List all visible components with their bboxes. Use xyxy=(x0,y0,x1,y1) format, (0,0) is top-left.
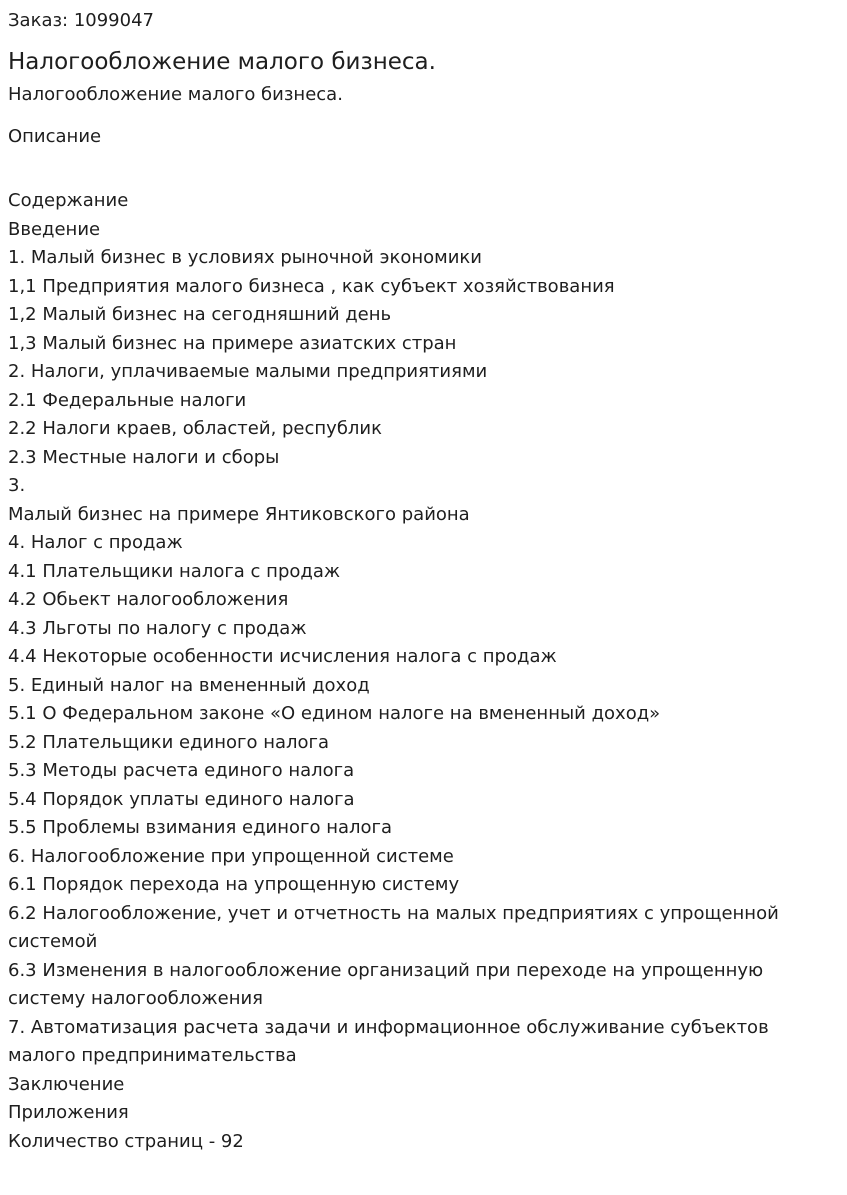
toc-item: 2. Налоги, уплачиваемые малыми предприятиями xyxy=(8,361,488,382)
toc-item: Малый бизнес на примере Янтиковского района xyxy=(8,503,470,525)
toc-item: 5.1 О Федеральном законе «О едином налоге на вмененный доход» xyxy=(8,703,661,724)
toc-item: 2.3 Местные налоги и сборы xyxy=(8,446,280,468)
toc-item: 4. Налог с продаж xyxy=(8,532,183,553)
toc-item: 4.1 Плательщики налога с продаж xyxy=(8,560,341,582)
toc-item: 1. Малый бизнес в условиях рыночной экономики xyxy=(8,247,482,268)
description-label: Описание xyxy=(8,126,102,147)
toc-item: 4.2 Обьект налогообложения xyxy=(8,589,289,610)
toc-item: Приложения xyxy=(8,1102,129,1123)
toc-item: 1,3 Малый бизнес на примере азиатских стран xyxy=(8,332,457,354)
toc-item: 1,1 Предприятия малого бизнеса , как субъект хозяйствования xyxy=(8,275,615,297)
page-count: Количество страниц - 92 xyxy=(8,1130,244,1152)
toc-item: Содержание xyxy=(8,190,129,211)
toc-item: 5.2 Плательщики единого налога xyxy=(8,731,330,753)
toc-item: 5. Единый налог на вмененный доход xyxy=(8,674,370,696)
toc-item: 5.4 Порядок уплаты единого налога xyxy=(8,788,355,810)
toc-item: 7. Автоматизация расчета задачи и информационное обслуживание субъектов малого предпринимательства xyxy=(8,1016,769,1066)
page-subtitle: Налогообложение малого бизнеса. xyxy=(8,84,343,105)
toc-item: 3. xyxy=(8,475,26,496)
table-of-contents xyxy=(8,187,839,1128)
toc-item: 4.4 Некоторые особенности исчисления налога с продаж xyxy=(8,646,557,667)
toc-item: 6.2 Налогообложение, учет и отчетность на малых предприятиях с упрощенной системой xyxy=(8,902,779,952)
toc-item: 6.3 Изменения в налогообложение организаций при переходе на упрощенную систему налогообложения xyxy=(8,959,764,1009)
toc-item: 5.3 Методы расчета единого налога xyxy=(8,760,355,781)
toc-item: 4.3 Льготы по налогу с продаж xyxy=(8,617,307,639)
toc-item: 6.1 Порядок перехода на упрощенную систему xyxy=(8,874,460,895)
toc-item: 1,2 Малый бизнес на сегодняшний день xyxy=(8,304,392,325)
toc-item: 6. Налогообложение при упрощенной системе xyxy=(8,845,454,867)
page-title: Налогообложение малого бизнеса. xyxy=(8,49,436,75)
toc-item: 2.2 Налоги краев, областей, республик xyxy=(8,418,383,439)
toc-item: 2.1 Федеральные налоги xyxy=(8,389,247,411)
toc-item: 5.5 Проблемы взимания единого налога xyxy=(8,817,393,838)
order-number: Заказ: 1099047 xyxy=(8,10,154,31)
toc-item: Заключение xyxy=(8,1073,125,1095)
toc-item: Введение xyxy=(8,218,101,240)
